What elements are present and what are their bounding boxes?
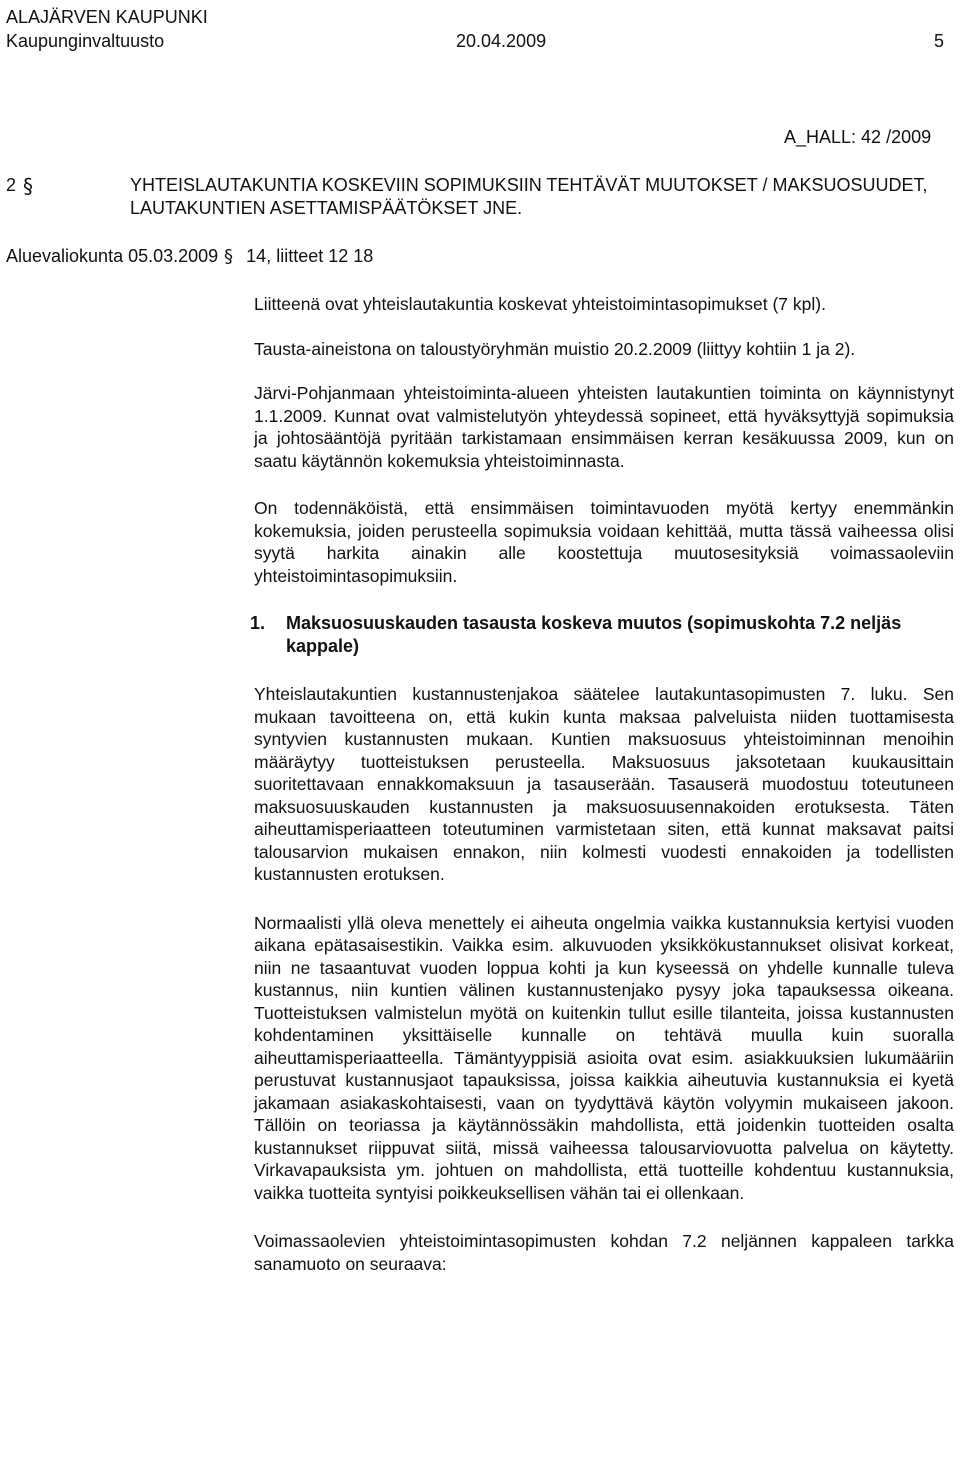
meeting-body: Aluevaliokunta 05.03.2009	[6, 246, 219, 266]
page-number: 5	[934, 31, 945, 51]
meeting-line	[6, 245, 373, 267]
section-sign-icon	[224, 245, 238, 267]
section-title: YHTEISLAUTAKUNTIA KOSKEVIIN SOPIMUKSIIN TEHTÄVÄT MUUTOKSET / MAKSUOSUUDET, LAUTAKUNTIEN ASETTAMISPÄÄTÖKSET JNE.	[130, 175, 928, 218]
paragraph-attachments: Liitteenä ovat yhteislautakuntia koskevat yhteistoimintasopimukset (7 kpl).	[254, 294, 826, 314]
meeting-date: 20.04.2009	[456, 31, 547, 51]
paragraph-cooperation-start: Järvi-Pohjanmaan yhteistoiminta-alueen yhteisten lautakuntien toiminta on käynnistynyt 1.1.2009. Kunnat ovat valmistelutyön yhteydessä sopineet, että hyväksyttyjä sopimuksia ja johtosääntöjä pyritään tarkistamaan ensimmäisen kerran kesäkuussa 2009, kun on saatu käytännön kokemuksia yhteistoiminnasta.	[254, 383, 954, 471]
subheading-text: Maksuosuuskauden tasausta koskeva muutos (sopimuskohta 7.2 neljäs kappale)	[286, 613, 902, 656]
paragraph-current-wording: Voimassaolevien yhteistoimintasopimusten kohdan 7.2 neljännen kappaleen tarkka sanamuoto on seuraava:	[254, 1231, 954, 1274]
section-number: 2	[6, 175, 17, 195]
svg-text:§: §	[224, 246, 234, 267]
section-sign-icon	[22, 174, 38, 200]
organization-name: ALAJÄRVEN KAUPUNKI	[6, 7, 208, 27]
document-body	[250, 293, 954, 1275]
governing-body: Kaupunginvaltuusto	[6, 31, 165, 51]
subheading-number: 1.	[250, 613, 266, 633]
svg-text:§: §	[23, 174, 33, 198]
paragraph-background: Tausta-aineistona on taloustyöryhmän muistio 20.2.2009 (liittyy kohtiin 1 ja 2).	[254, 338, 856, 359]
paragraph-cost-allocation: Yhteislautakuntien kustannustenjakoa säätelee lautakuntasopimusten 7. luku. Sen mukaan tavoitteena on, että kukin kunta maksaa palveluista niiden tuottamisesta syntyvien kustannusten mukaan. Kuntien maksuosuus yhteistoiminnan menoihin määräytyy tuotteistuksen perusteella. Maksuosuus jaksotetaan kuukausittain suoritettavaan ennakkomaksuun ja tasauserään. Tasauserä muodostuu toteutuneen maksuosuuskauden kustannusten ja maksuosuusennakoiden erotuksesta. Täten aiheuttamisperiaatteen toteutuminen varmistetaan siten, että kunnat maksavat paitsi talousarvion mukaisen ennakon, niin kolmesti vuodesti ennakoiden ja todellisten kustannusten erotuksen.	[254, 684, 954, 884]
document-reference: A_HALL: 42 /2009	[784, 127, 932, 147]
paragraph-experience: On todennäköistä, että ensimmäisen toimintavuoden myötä kertyy enemmänkin kokemuksia, joiden perusteella sopimuksia voidaan kehittää, mutta tässä vaiheessa olisi syytä harkita ainakin alle koostettuja muutosesityksiä voimassaoleviin yhteistoimintasopimuksiin.	[254, 498, 954, 586]
subheading	[250, 612, 954, 657]
paragraph-normal-procedure: Normaalisti yllä oleva menettely ei aiheuta ongelmia vaikka kustannuksia kertyisi vuoden aikana epätasaisestikin. Vaikka esim. alkuvuoden yksikkökustannukset olisivat korkeat, niin ne tasaantuvat vuoden loppua kohti ja kun kyseessä on yhdelle kunnalle tuleva kustannus, niin kuntien välinen kustannustenjako pysyy joka tapauksessa oikeana. Tuotteistuksen valmistelun myötä on kuitenkin tullut esille tilanteita, joissa kustannusten kohdentaminen yksittäiselle kunnalle on tehtävä muulla kuin suoralla aiheuttamisperiaatteella. Tämäntyyppisiä asioita ovat esim. asiakkuuksien lukumääriin perustuvat kustannusjaot tapauksissa, joissa kaikkia aiheutuvia kustannuksia ei kyetä jakamaan asiakaskohtaisesti, vaan on tyydyttävä käytön volyymin mukaiseen jakoon. Tällöin on teoriassa ja käytännössäkin mahdollista, että joidenkin tuotteiden osalta kustannukset riippuvat siitä, missä vaiheessa talousarviovuotta palvelua on käytetty. Virkavapauksista ym. johtuen on mahdollista, että tuotteille kohdentuu kustannuksia, vaikka tuotteita syntyisi poikkeuksellisen vähän tai ei ollenkaan.	[254, 912, 954, 1203]
meeting-details: 14, liitteet 12 18	[246, 246, 374, 266]
